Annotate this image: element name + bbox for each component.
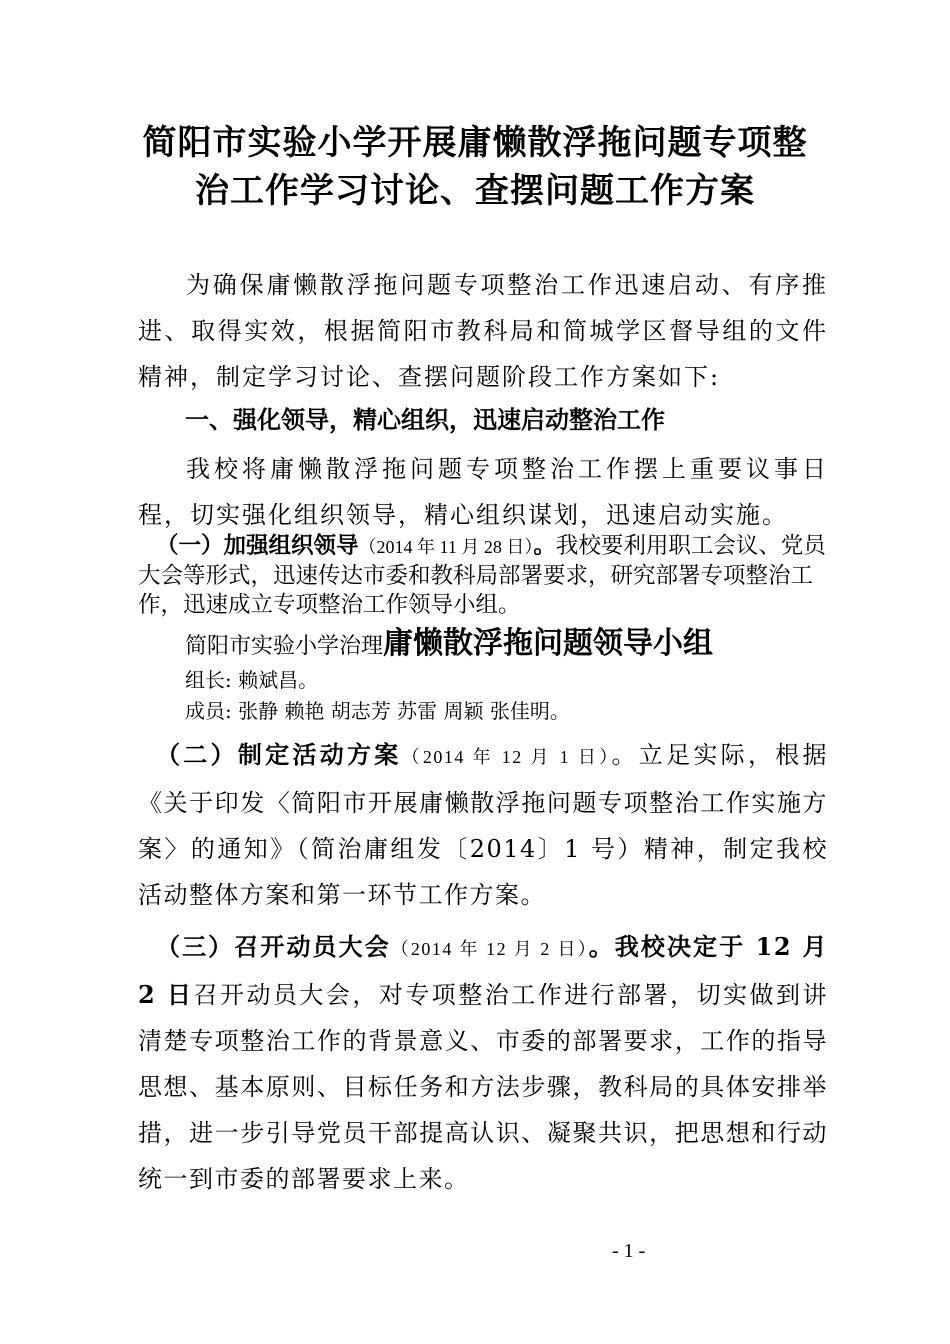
item-2-label: （二）制定活动方案 bbox=[156, 740, 402, 769]
item-3-paragraph bbox=[138, 924, 828, 1202]
document-title-line-1: 简阳市实验小学开展庸懒散浮拖问题专项整 bbox=[142, 123, 808, 163]
intro-paragraph: 为确保庸懒散浮拖问题专项整治工作迅速启动、有序推进、取得实效，根据简阳市教科局和简城学区督导组的文件精神，制定学习讨论、查摆问题阶段工作方案如下: bbox=[138, 271, 828, 391]
document-title-line-2: 治工作学习讨论、查摆问题工作方案 bbox=[195, 171, 755, 211]
group-members: 成员: 张静 赖艳 胡志芳 苏雷 周颖 张佳明。 bbox=[185, 699, 570, 723]
item-2-paragraph bbox=[138, 732, 828, 918]
group-title-prefix: 简阳市实验小学治理 bbox=[185, 634, 384, 659]
group-title-name: 庸懒散浮拖问题领导小组 bbox=[383, 626, 714, 661]
section-1-heading: 一、强化领导，精心组织，迅速启动整治工作 bbox=[185, 406, 665, 434]
item-2-date: （2014 年 12 月 1 日） bbox=[401, 747, 612, 767]
item-2-text: 。立足实际，根据《关于印发〈简阳市开展庸懒散浮拖问题专项整治工作实施方案〉的通知》（简治庸组发〔2014〕1 号）精神，制定我校活动整体方案和第一环节工作方案。 bbox=[138, 741, 829, 909]
item-3-label: （三）召开动员大会 bbox=[156, 932, 391, 961]
item-1-text: 我校要利用职工会议、党员大会等形式，迅速传达市委和教科局部署要求，研究部署专项整治工作，迅速成立专项整治工作领导小组。 bbox=[138, 533, 826, 618]
group-leader: 组长: 赖斌昌。 bbox=[185, 668, 319, 692]
item-3-text: 召开动员大会，对专项整治工作进行部署，切实做到讲清楚专项整治工作的背景意义、市委的部署要求，工作的指导思想、基本原则、目标任务和方法步骤，教科局的具体安排举措，进一步引导党员干部提高认识、凝聚共识，把思想和行动统一到市委的部署要求上来。 bbox=[138, 981, 828, 1193]
item-3-bold-text: 。我校决定于 12 月 2 日 bbox=[138, 932, 829, 1009]
leadership-group-title bbox=[185, 618, 713, 662]
page-number: - 1 - bbox=[612, 1240, 646, 1262]
item-3-date: （2014 年 12 月 2 日） bbox=[390, 939, 589, 959]
item-1-paragraph bbox=[138, 532, 838, 620]
item-1-separator: 。 bbox=[533, 533, 556, 559]
item-1-label: （一）加强组织领导 bbox=[156, 533, 359, 559]
item-1-date: （2014 年 11 月 28 日） bbox=[358, 537, 534, 557]
section-1-paragraph: 我校将庸懒散浮拖问题专项整治工作摆上重要议事日程，切实强化组织领导，精心组织谋划，迅速启动实施。 bbox=[138, 455, 828, 529]
